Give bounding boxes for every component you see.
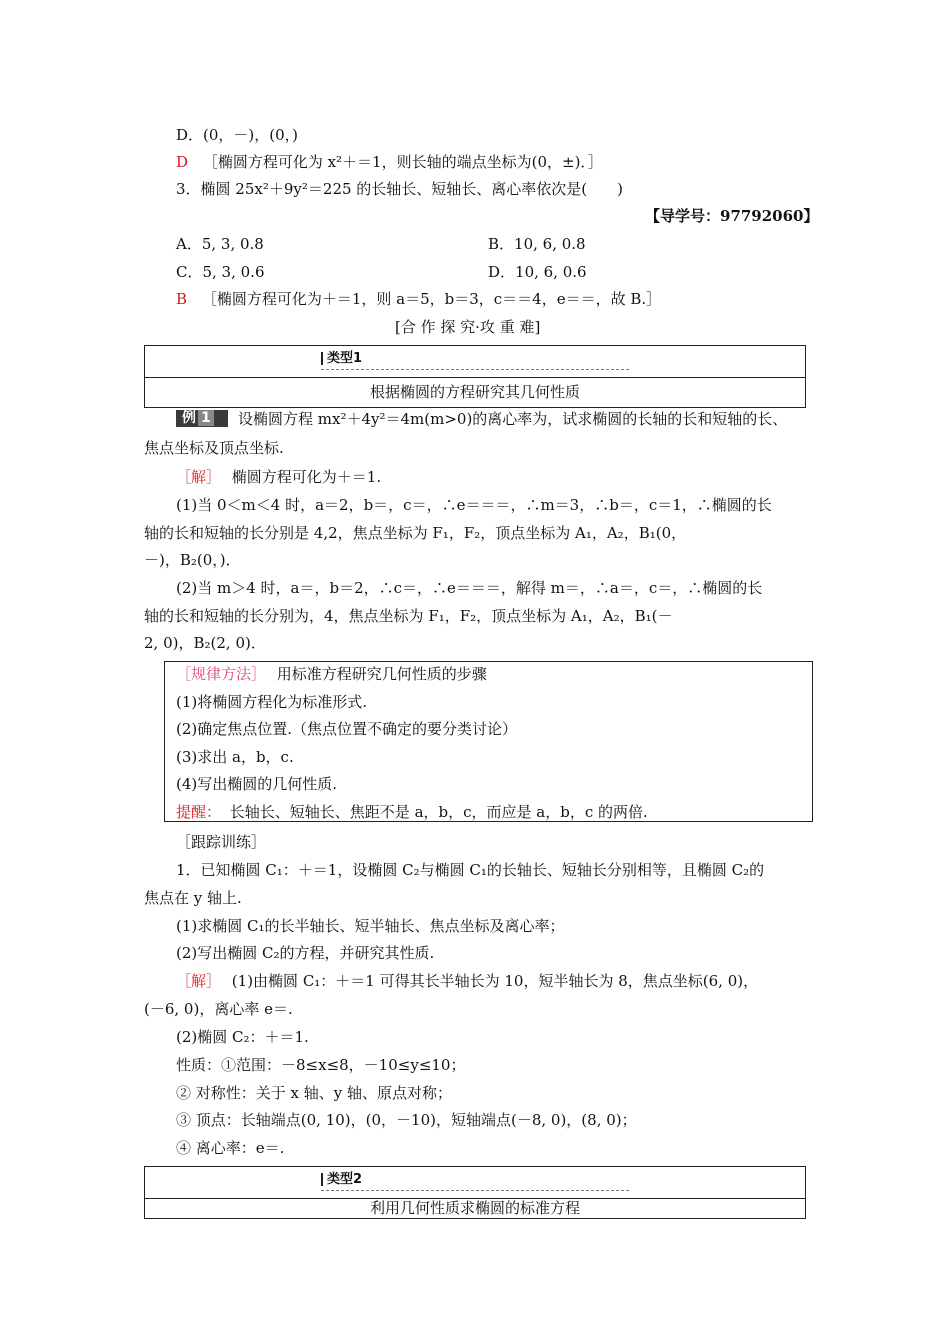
type1-title: 根据椭圆的方程研究其几何性质 [369, 383, 580, 401]
type1-tag: 类型1 [321, 352, 362, 365]
answer-explanation: ［椭圆方程可化为＋＝1，则 a＝5，b＝3，c＝＝4，e＝＝，故 B.］ [201, 290, 662, 308]
example-line-1: 设椭圆方程 mx²＋4y²＝4m(m>0)的离心率为，试求椭圆的长轴的长和短轴的长、 [238, 410, 788, 428]
method-step-4: (4)写出椭圆的几何性质. [176, 775, 338, 793]
solution-intro [176, 470, 381, 485]
property-eccentricity: ④ 离心率：e＝. [176, 1139, 285, 1157]
training-solution-line-2: (－6, 0)，离心率 e＝. [144, 1000, 293, 1018]
tip-text: 长轴长、短轴长、焦距不是 a，b，c，而应是 a，b，c 的两倍. [229, 803, 648, 821]
example-tag [176, 410, 228, 427]
solution-p2-line-2: 轴的长和短轴的长分别为，4，焦点坐标为 F₁，F₂，顶点坐标为 A₁，A₂，B₁(－ [144, 607, 673, 625]
training-part-1: (1)求椭圆 C₁的长半轴长、短半轴长、焦点坐标及离心率； [176, 917, 565, 935]
example-number: 1 [198, 410, 214, 426]
q3-option-c: C．5, 3, 0.6 [176, 263, 265, 281]
property-range: 性质：①范围：－8≤x≤8，－10≤y≤10； [176, 1056, 466, 1074]
method-title: 用标准方程研究几何性质的步骤 [276, 665, 487, 683]
solution-p2-line-1: (2)当 m＞4 时，a＝，b＝2，∴c＝，∴e＝＝＝，解得 m＝，∴a＝，c＝，∴椭圆的长 [176, 579, 763, 597]
answer-letter: B [176, 290, 188, 308]
solution-p1-line-2: 轴的长和短轴的长分别是 4,2，焦点坐标为 F₁，F₂，顶点坐标为 A₁，A₂，B₁(0， [144, 524, 687, 542]
training-label: ［跟踪训练］ [176, 833, 267, 851]
divider [321, 1190, 629, 1191]
training-solution-label: ［解］ [176, 972, 222, 990]
solution-p1-line-1: (1)当 0＜m＜4 时，a＝2，b＝，c＝，∴e＝＝＝，∴m＝3，∴b＝，c＝1，∴椭圆的长 [176, 496, 772, 514]
method-label: ［规律方法］ [176, 665, 267, 683]
type1-box [144, 345, 806, 408]
section-title: [合 作 探 究·攻 重 难] [395, 318, 541, 336]
example-label: 例 [182, 410, 196, 426]
q2-answer [176, 155, 603, 170]
solution-label: ［解］ [176, 468, 222, 486]
q3-option-b: B．10, 6, 0.8 [488, 235, 586, 253]
training-question-line-1: 1．已知椭圆 C₁：＋＝1，设椭圆 C₂与椭圆 C₁的长轴长、短轴长分别相等，且椭圆 C₂的 [176, 861, 765, 879]
training-solution-line-1 [176, 974, 758, 989]
method-step-2: (2)确定焦点位置.（焦点位置不确定的要分类讨论） [176, 720, 518, 738]
q3-answer [176, 292, 661, 307]
training-question-line-2: 焦点在 y 轴上. [144, 889, 242, 907]
training-solution-text: (1)由椭圆 C₁：＋＝1 可得其长半轴长为 10，短半轴长为 8，焦点坐标(6, 0)， [231, 972, 759, 990]
q3-stem: 3．椭圆 25x²＋9y²＝225 的长轴长、短轴长、离心率依次是( ) [176, 180, 624, 198]
type2-title: 利用几何性质求椭圆的标准方程 [369, 1199, 580, 1217]
method-box [164, 661, 813, 822]
property-vertices: ③ 顶点：长轴端点(0, 10)，(0，－10)，短轴端点(－8, 0)，(8, 0)； [176, 1111, 637, 1129]
q2-option-d: D．(0，－)，(0，) [176, 126, 299, 144]
divider [321, 369, 629, 370]
solution-p2-line-3: 2, 0)，B₂(2, 0)． [144, 634, 266, 652]
solution-p1-line-3: －)，B₂(0，)． [144, 551, 241, 569]
type2-tag: 类型2 [321, 1173, 362, 1186]
q3-option-d: D．10, 6, 0.6 [488, 263, 587, 281]
guide-number: 【导学号：97792060】 [645, 207, 819, 225]
example-line-2: 焦点坐标及顶点坐标. [144, 439, 284, 457]
training-part-2: (2)写出椭圆 C₂的方程，并研究其性质. [176, 944, 435, 962]
method-step-1: (1)将椭圆方程化为标准形式. [176, 693, 368, 711]
answer-explanation: ［椭圆方程可化为 x²＋＝1，则长轴的端点坐标为(0，±)．］ [202, 153, 603, 171]
property-symmetry: ② 对称性：关于 x 轴、y 轴、原点对称； [176, 1084, 453, 1102]
method-heading [176, 667, 487, 682]
answer-letter: D [176, 153, 189, 171]
type2-box [144, 1166, 806, 1219]
method-tip [176, 805, 648, 820]
solution-intro-text: 椭圆方程可化为＋＝1. [231, 468, 382, 486]
method-step-3: (3)求出 a，b，c. [176, 748, 294, 766]
training-solution-line-3: (2)椭圆 C₂：＋＝1. [176, 1028, 309, 1046]
tip-label: 提醒： [176, 803, 222, 821]
q3-option-a: A．5, 3, 0.8 [176, 235, 264, 253]
